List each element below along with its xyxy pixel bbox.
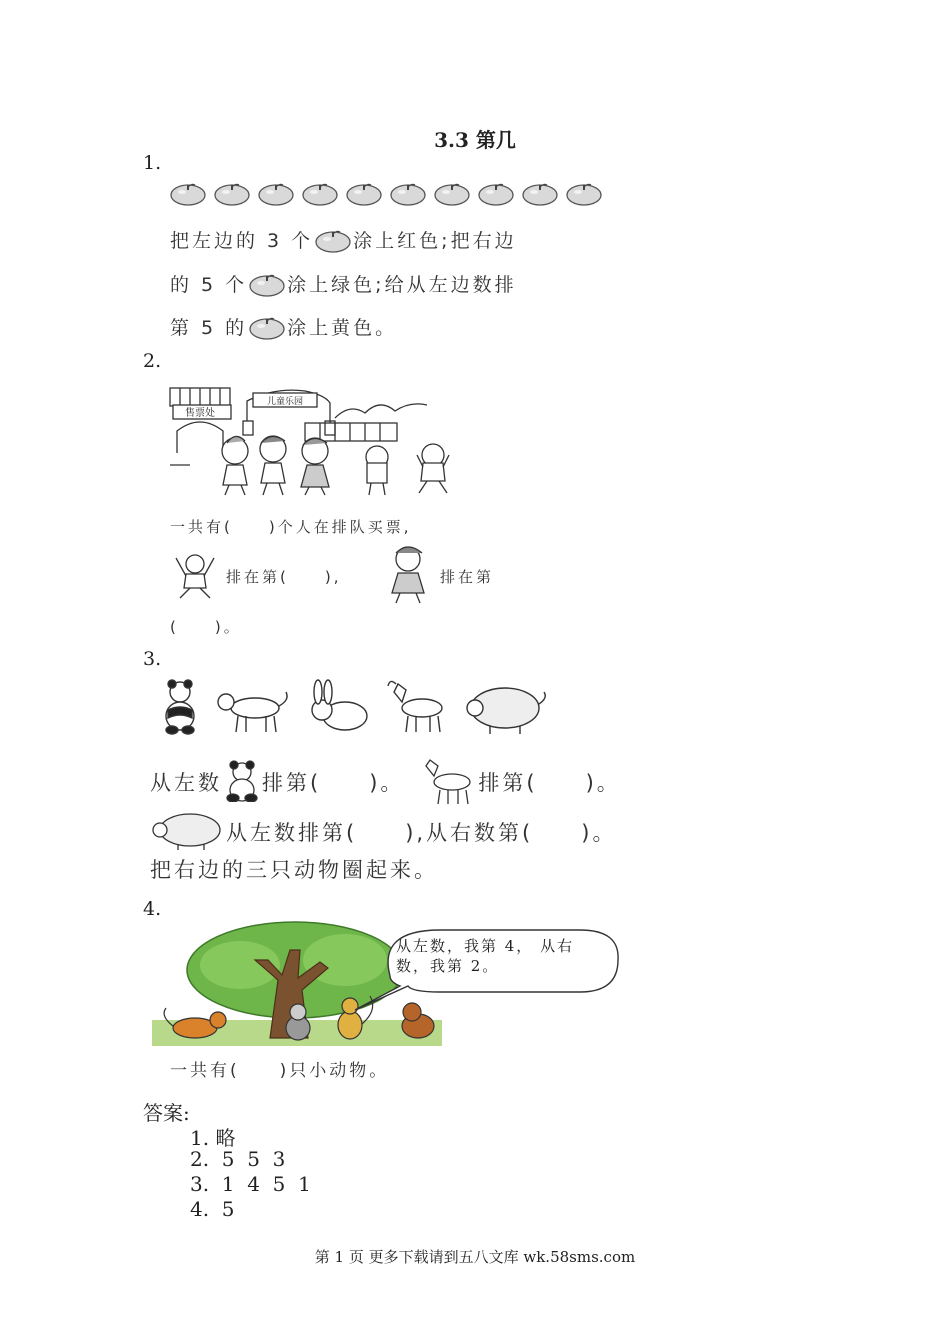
- speech-bubble-text: 从左数，我第 4， 从右数，我第 2。: [396, 937, 575, 975]
- q1-line-2: 的 5 个 涂上绿色;给从左边数排: [170, 270, 517, 297]
- panda-icon: [222, 760, 262, 802]
- apple-icon: [390, 180, 426, 206]
- q2-rank-1: 排在第( ),: [226, 568, 342, 586]
- apple-icon: [566, 180, 602, 206]
- goat-icon: [388, 681, 442, 732]
- q3-line-1: 从左数 排第( )。 排第( )。: [150, 758, 621, 806]
- q4-line: 一共有( )只小动物。: [170, 1061, 390, 1081]
- child-waving-icon: [166, 550, 224, 600]
- animal-row-illustration: [160, 678, 550, 736]
- apple-icon: [249, 271, 285, 297]
- dog-icon: [402, 1003, 434, 1038]
- answer-item: 2. 5 5 3: [190, 1147, 286, 1171]
- q2-rank-2: 排在第: [440, 568, 495, 586]
- apple-icon: [214, 180, 250, 206]
- question-2-number: 2.: [143, 350, 162, 372]
- apple-icon: [434, 180, 470, 206]
- apple-icon: [522, 180, 558, 206]
- q2-line-1: 一共有( )个人在排队买票,: [170, 518, 412, 536]
- ticket-queue-illustration: [165, 383, 475, 503]
- child-figure: [366, 446, 388, 495]
- child-girl-icon: [378, 543, 438, 605]
- pig-icon: [148, 810, 226, 850]
- apple-icon: [258, 180, 294, 206]
- page-title: 3.3 第几: [434, 128, 516, 152]
- rabbit-icon: [312, 680, 367, 730]
- q2-line-3: ( )。: [170, 618, 242, 636]
- q1-line-3: 第 5 的 涂上黄色。: [170, 313, 397, 340]
- apple-icon: [478, 180, 514, 206]
- child-figure: [301, 438, 329, 495]
- answer-item: 3. 1 4 5 1: [190, 1172, 311, 1196]
- apple-icon: [302, 180, 338, 206]
- panda-icon: [166, 680, 194, 734]
- question-1-number: 1.: [143, 152, 162, 174]
- goat-icon: [416, 758, 478, 806]
- pig-icon: [467, 688, 545, 734]
- child-figure: [260, 436, 286, 495]
- question-4-number: 4.: [143, 898, 162, 920]
- ticket-sign: 售票处: [185, 408, 215, 419]
- child-figure: [222, 436, 248, 495]
- page-footer: 第 1 页 更多下载请到五八文库 wk.58sms.com: [314, 1248, 636, 1266]
- park-sign: 儿童乐园: [266, 397, 304, 407]
- apple-icon: [170, 180, 206, 206]
- answer-item: 1. 略: [190, 1126, 236, 1150]
- q3-line-2: 从左数排第( ),从右数第( )。: [148, 810, 616, 850]
- q1-line-1: 把左边的 3 个 涂上红色;把右边: [170, 226, 517, 253]
- q3-line-3: 把右边的三只动物圈起来。: [150, 858, 438, 882]
- child-figure: [417, 444, 449, 493]
- apple-icon: [346, 180, 382, 206]
- answer-item: 4. 5: [190, 1197, 235, 1221]
- apple-icon: [315, 227, 351, 253]
- question-3-number: 3.: [143, 648, 162, 670]
- dog-icon: [218, 692, 287, 732]
- apple-row: [170, 180, 610, 210]
- apple-icon: [249, 314, 285, 340]
- answers-heading: 答案:: [143, 1101, 190, 1125]
